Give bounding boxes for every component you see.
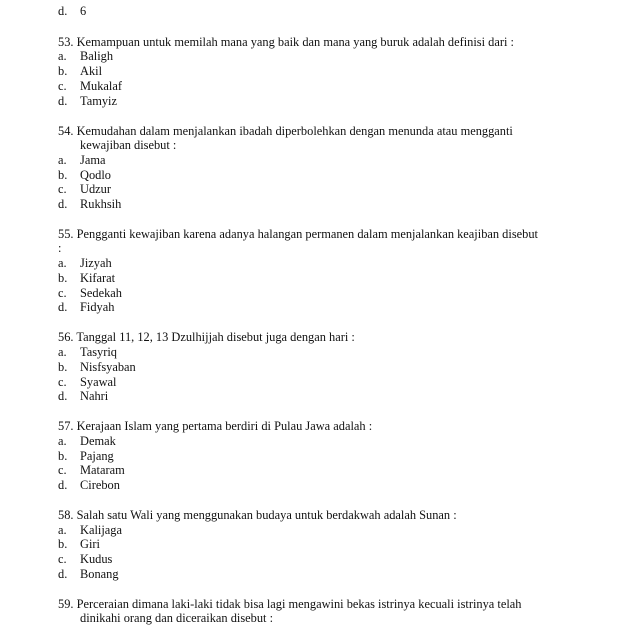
option-text: Cirebon (80, 478, 120, 492)
option-letter: a. (58, 256, 67, 270)
option-letter: c. (58, 463, 67, 477)
question-text: 55. Pengganti kewajiban karena adanya halangan permanen dalam menjalankan keajiban disebut (58, 227, 538, 241)
option-text: Kifarat (80, 271, 116, 285)
question-text: 57. Kerajaan Islam yang pertama berdiri di Pulau Jawa adalah : (58, 419, 373, 433)
option-text: Demak (80, 434, 116, 448)
option-letter: b. (58, 271, 68, 285)
question-text-cont: kewajiban disebut : (80, 138, 177, 152)
option-text: Bonang (80, 567, 119, 581)
option-letter: d. (58, 567, 68, 581)
option-text: Mataram (80, 463, 125, 477)
question-text: 58. Salah satu Wali yang menggunakan budaya untuk berdakwah adalah Sunan : (58, 508, 457, 522)
option-letter: c. (58, 79, 67, 93)
option-letter: c. (58, 182, 67, 196)
option-letter: b. (58, 449, 68, 463)
option-letter: d. (58, 94, 68, 108)
option-letter: a. (58, 49, 67, 63)
option-letter: d. (58, 478, 68, 492)
option-letter: a. (58, 345, 67, 359)
option-text: Fidyah (80, 300, 115, 314)
question-text-cont: : (58, 241, 62, 255)
option-text: Kudus (80, 552, 113, 566)
option-letter: b. (58, 537, 68, 551)
option-letter: d. (58, 389, 68, 403)
option-letter: d. (58, 4, 68, 18)
option-text: Tamyiz (80, 94, 117, 108)
option-text: Rukhsih (80, 197, 122, 211)
option-text: Jama (80, 153, 106, 167)
option-letter: d. (58, 197, 68, 211)
option-letter: b. (58, 360, 68, 374)
option-letter: c. (58, 552, 67, 566)
option-text: Tasyriq (80, 345, 117, 359)
option-letter: c. (58, 375, 67, 389)
question-text: 56. Tanggal 11, 12, 13 Dzulhijjah disebut juga dengan hari : (58, 330, 355, 344)
option-text: Udzur (80, 182, 111, 196)
option-letter: b. (58, 64, 68, 78)
option-text: Nahri (80, 389, 109, 403)
option-text: Baligh (80, 49, 114, 63)
option-text: Jizyah (80, 256, 112, 270)
option-text: Nisfsyaban (80, 360, 136, 374)
question-text: 59. Perceraian dimana laki-laki tidak bisa lagi mengawini bekas istrinya kecuali istrinya telah (58, 597, 522, 611)
option-letter: a. (58, 434, 67, 448)
option-text: Kalijaga (80, 523, 122, 537)
option-text: Syawal (80, 375, 117, 389)
option-letter: b. (58, 168, 68, 182)
option-text: Sedekah (80, 286, 122, 300)
question-text: 53. Kemampuan untuk memilah mana yang baik dan mana yang buruk adalah definisi dari : (58, 35, 514, 49)
option-letter: d. (58, 300, 68, 314)
option-text: Qodlo (80, 168, 111, 182)
option-letter: a. (58, 153, 67, 167)
question-text-cont: dinikahi orang dan diceraikan disebut : (80, 611, 274, 625)
option-text: Akil (80, 64, 103, 78)
option-text: 6 (80, 4, 87, 18)
option-letter: a. (58, 523, 67, 537)
question-text: 54. Kemudahan dalam menjalankan ibadah diperbolehkan dengan menunda atau mengganti (58, 124, 513, 138)
option-text: Mukalaf (80, 79, 122, 93)
option-text: Pajang (80, 449, 114, 463)
option-text: Giri (80, 537, 100, 551)
option-letter: c. (58, 286, 67, 300)
